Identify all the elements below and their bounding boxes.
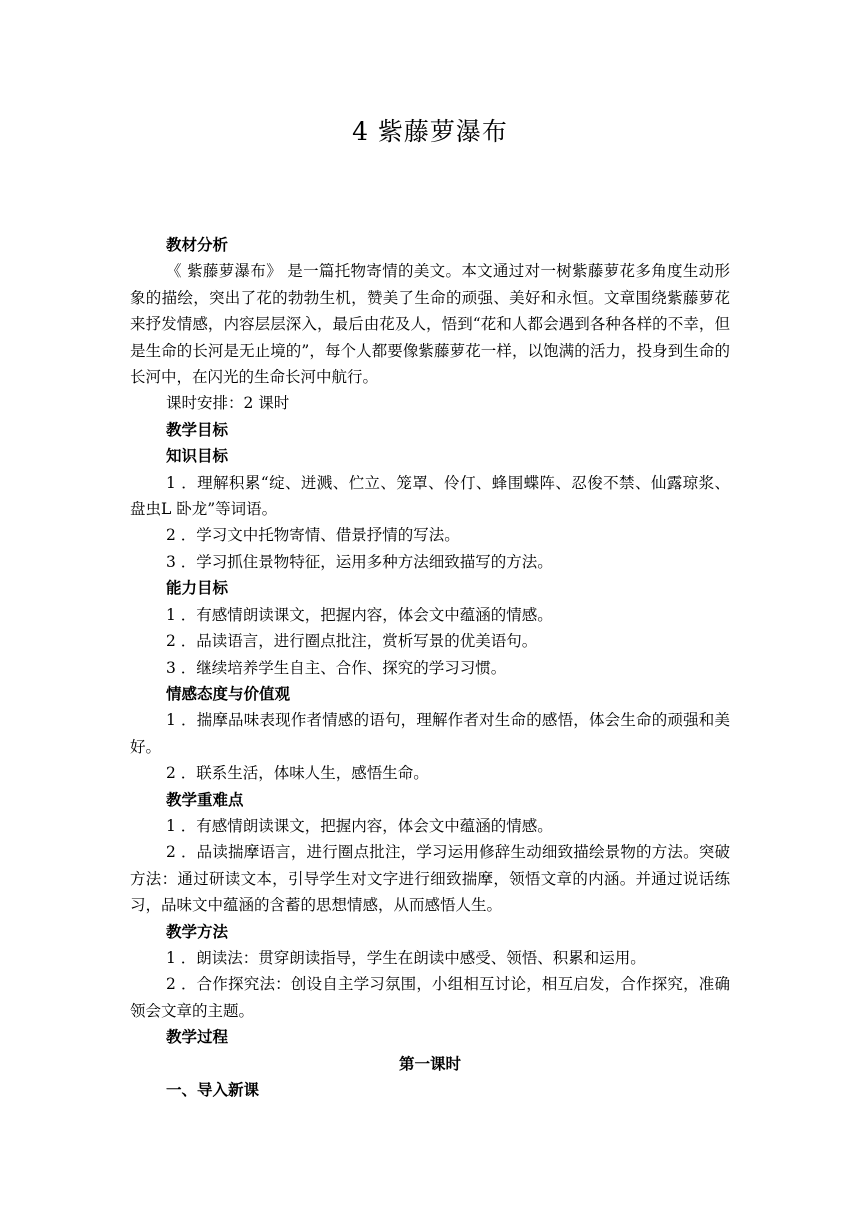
heading-teaching-goals: 教学目标 [166,419,229,439]
heading-teaching-methods: 教学方法 [166,921,229,941]
list-item: 2 ．联系生活，体味人生，感悟生命。 [166,764,429,783]
paragraph: 课时安排：2 课时 [166,394,290,413]
heading-ability-goals: 能力目标 [166,578,229,598]
list-item: 1 ．揣摩品味表现作者情感的语句，理解作者对生命的感悟，体会生命的顽强和美好。 [130,711,730,756]
document-body [130,232,730,1103]
list-item: 2 ．品读揣摩语言，进行圈点批注，学习运用修辞生动细致描绘景物的方法。突破方法：通过研读文本，引导学生对文字进行细致揣摩，领悟文章的内涵。并通过说话练习，品味文中蕴涵的含蓄的思想情感，从而感悟人生。 [130,843,730,915]
list-item: 1 ．有感情朗读课文，把握内容，体会文中蕴涵的情感。 [166,605,553,624]
list-item: 1 ．有感情朗读课文，把握内容，体会文中蕴涵的情感。 [166,816,553,835]
list-item: 1 ．理解积累“绽、迸溅、伫立、笼罩、伶仃、蜂围蝶阵、忍俊不禁、仙露琼浆、盘虫L 卧龙”等词语。 [130,473,730,519]
heading-knowledge-goals: 知识目标 [166,446,229,466]
heading-attitude-values: 情感态度与价值观 [166,683,291,703]
list-item: 1 ．朗读法：贯穿朗读指导，学生在朗读中感受、领悟、积累和运用。 [166,948,646,967]
paragraph: 《 紫藤萝瀑布》 是一篇托物寄情的美文。本文通过对一树紫藤萝花多角度生动形象的描绘，突出了花的勃勃生机，赞美了生命的顽强、美好和永恒。文章围绕紫藤萝花来抒发情感，内容层层深入，最后由花及人，悟到“花和人都会遇到各种各样的不幸，但是生命的长河是无止境的”，每个人都要像紫藤萝花一样，以饱满的活力，投身到生命的长河中，在闪光的生命长河中航行。 [130,262,730,387]
list-item: 3 ．继续培养学生自主、合作、探究的学习习惯。 [166,658,507,677]
heading-introduction: 一、导入新课 [166,1080,260,1099]
list-item: 2 ．学习文中托物寄情、借景抒情的写法。 [166,526,460,545]
lesson-heading: 第一课时 [398,1053,461,1073]
list-item: 2 ．品读语言，进行圈点批注，赏析写景的优美语句。 [166,632,538,651]
heading-textbook-analysis: 教材分析 [166,235,229,254]
list-item: 3 ．学习抓住景物特征，运用多种方法细致描写的方法。 [166,552,553,571]
list-item: 2 ．合作探究法：创设自主学习氛围，小组相互讨论，相互启发，合作探究，准确领会文章的主题。 [130,975,730,1020]
document-title: 4 紫藤萝瀑布 [352,117,508,146]
heading-key-difficulties: 教学重难点 [166,789,244,809]
heading-teaching-process: 教学过程 [166,1027,229,1047]
